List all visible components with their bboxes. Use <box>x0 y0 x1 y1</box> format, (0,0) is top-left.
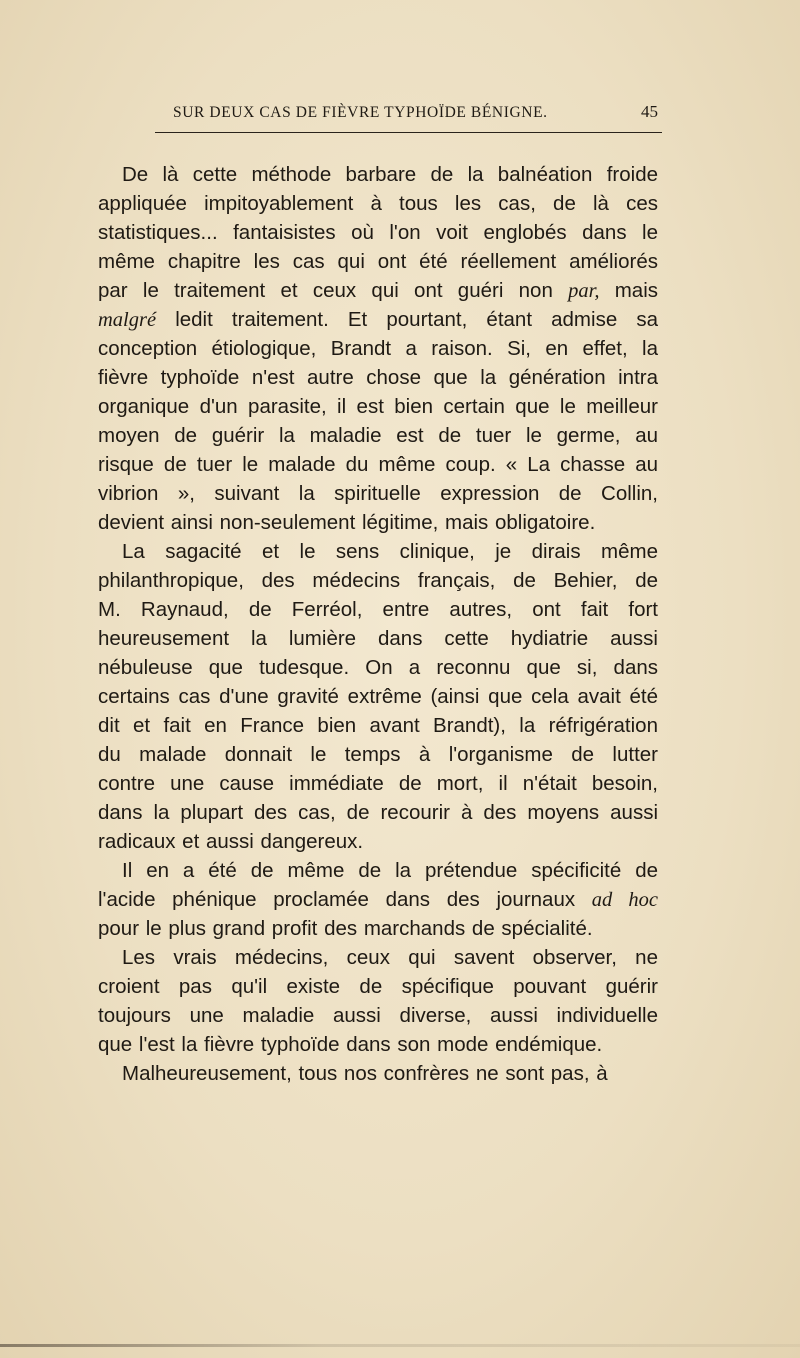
text-line: radicaux et aussi dangereux. <box>98 830 364 853</box>
text-line: De là cette méthode barbare de la balnéation froide <box>122 163 658 186</box>
text-line: dit et fait en France bien avant Brandt), la réfrigération <box>98 714 658 737</box>
text-line: que l'est la fièvre typhoïde dans son mode endémique. <box>98 1033 603 1056</box>
text-line: vibrion », suivant la spirituelle expression de Collin, <box>98 482 658 505</box>
text-line: conception étiologique, Brandt a raison. Si, en effet, la <box>98 337 658 360</box>
text-line: heureusement la lumière dans cette hydiatrie aussi <box>98 627 658 650</box>
running-head <box>155 98 662 133</box>
text-line: toujours une maladie aussi diverse, aussi individuelle <box>98 1004 658 1027</box>
text-line: Les vrais médecins, ceux qui savent observer, ne <box>122 946 658 969</box>
text-line: La sagacité et le sens clinique, je dirais même <box>122 540 658 563</box>
page-number: 45 <box>641 102 658 121</box>
text-line: Il en a été de même de la prétendue spécificité de <box>122 859 658 882</box>
body-text <box>98 160 658 1088</box>
paragraph <box>98 856 658 943</box>
text-line: moyen de guérir la maladie est de tuer le germe, au <box>98 424 658 447</box>
text-line: par le traitement et ceux qui ont guéri non par, mais <box>98 279 658 302</box>
text-line: organique d'un parasite, il est bien certain que le meilleur <box>98 395 658 418</box>
text-line: dans la plupart des cas, de recourir à des moyens aussi <box>98 801 658 824</box>
text-line: nébuleuse que tudesque. On a reconnu que si, dans <box>98 656 658 679</box>
text-line: du malade donnait le temps à l'organisme de lutter <box>98 743 658 766</box>
text-line: certains cas d'une gravité extrême (ainsi que cela avait été <box>98 685 658 708</box>
text-line: croient pas qu'il existe de spécifique pouvant guérir <box>98 975 658 998</box>
text-line: même chapitre les cas qui ont été réellement améliorés <box>98 250 658 273</box>
text-line: pour le plus grand profit des marchands de spécialité. <box>98 917 593 940</box>
page-edge-shadow <box>0 1344 800 1347</box>
text-line: philanthropique, des médecins français, de Behier, de <box>98 569 658 592</box>
text-line: statistiques... fantaisistes où l'on voit englobés dans le <box>98 221 658 244</box>
text-line: malgré ledit traitement. Et pourtant, étant admise sa <box>98 308 658 331</box>
text-line: devient ainsi non-seulement légitime, mais obligatoire. <box>98 511 596 534</box>
text-line: Malheureusement, tous nos confrères ne sont pas, à <box>122 1062 608 1085</box>
text-line: risque de tuer le malade du même coup. « La chasse au <box>98 453 658 476</box>
paragraph <box>98 1059 658 1088</box>
paragraph <box>98 160 658 537</box>
text-line: contre une cause immédiate de mort, il n'était besoin, <box>98 772 658 795</box>
text-line: l'acide phénique proclamée dans des journaux ad hoc <box>98 888 658 911</box>
text-line: fièvre typhoïde n'est autre chose que la génération intra <box>98 366 658 389</box>
text-line: M. Raynaud, de Ferréol, entre autres, ont fait fort <box>98 598 658 621</box>
paragraph <box>98 943 658 1059</box>
running-title: SUR DEUX CAS DE FIÈVRE TYPHOÏDE BÉNIGNE. <box>173 104 548 121</box>
text-line: appliquée impitoyablement à tous les cas, de là ces <box>98 192 658 215</box>
paragraph <box>98 537 658 856</box>
